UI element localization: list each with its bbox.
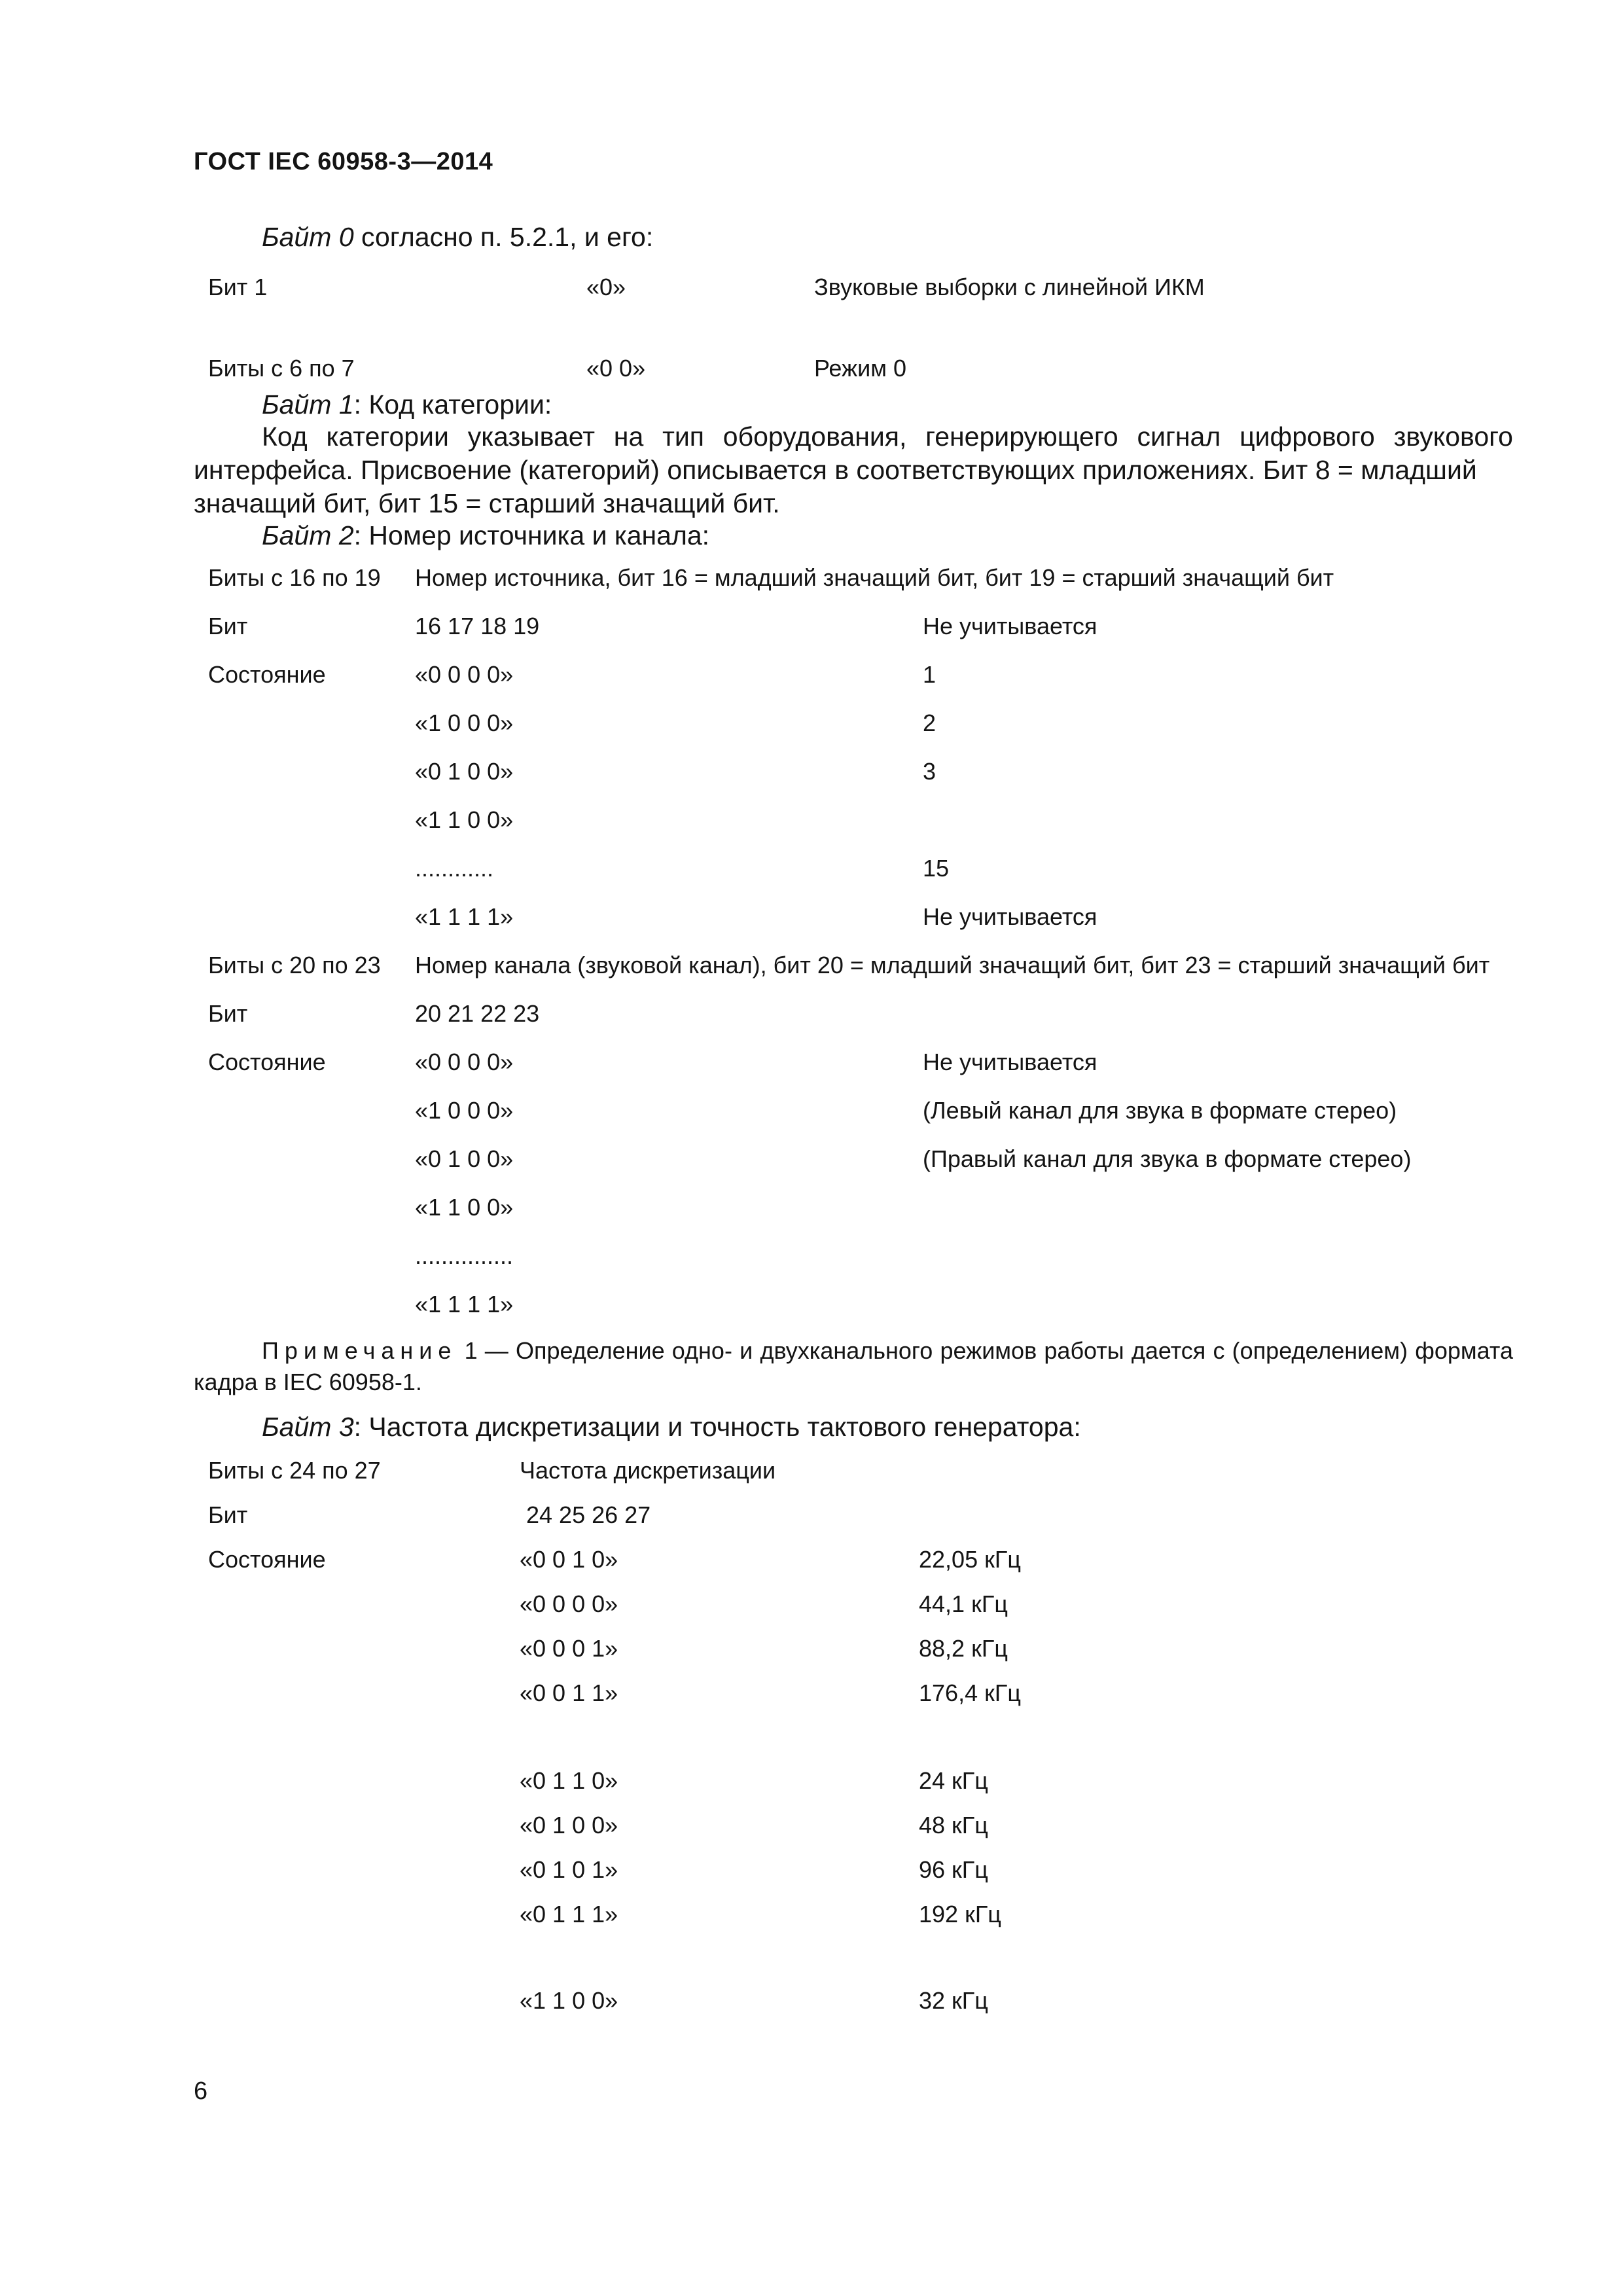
source-state-value: 2 — [923, 709, 936, 736]
byte0-heading-text: согласно п. 5.2.1, и его: — [353, 222, 654, 252]
sampling-state-value: 44,1 кГц — [919, 1590, 1008, 1617]
source-state-code: «1 1 1 1» — [415, 903, 514, 930]
channel-state-code: ............... — [415, 1242, 514, 1269]
byte2-heading — [262, 518, 709, 552]
byte0-row-1-desc: Звуковые выборки с линейной ИКМ — [814, 274, 1205, 300]
sampling-state-code: «0 0 0 1» — [520, 1635, 618, 1662]
source-bit-label: Бит — [208, 613, 248, 639]
byte0-row-1-label: Бит 1 — [208, 274, 268, 300]
source-bits-desc: Номер источника, бит 16 = младший значащий бит, бит 19 = старший значащий бит — [415, 564, 1334, 591]
sampling-state-value: 176,4 кГц — [919, 1679, 1021, 1706]
source-state-value: 1 — [923, 661, 936, 688]
sampling-state-value: 24 кГц — [919, 1767, 988, 1794]
source-state-value: 3 — [923, 758, 936, 785]
sampling-state-value: 22,05 кГц — [919, 1546, 1021, 1573]
source-bit-numbers: 16 17 18 19 — [415, 613, 540, 639]
byte2-heading-text: : Номер источника и канала: — [353, 520, 710, 550]
channel-bits-desc: Номер канала (звуковой канал), бит 20 = младший значащий бит, бит 23 = старший значащий бит — [415, 952, 1490, 978]
byte1-paragraph-last: значащий бит, бит 15 = старший значащий бит. — [194, 488, 780, 518]
byte1-paragraph-main: Код категории указывает на тип оборудования, генерирующего сигнал цифрового звукового интерфейса. Присвоение (категорий) описывается в соответствующих приложениях. Бит 8 = младший — [194, 422, 1513, 485]
channel-bit-numbers: 20 21 22 23 — [415, 1000, 540, 1027]
sampling-state-value: 48 кГц — [919, 1812, 988, 1839]
byte3-label: Байт 3 — [262, 1412, 354, 1442]
channel-bits-label: Биты с 20 по 23 — [208, 952, 381, 978]
sampling-state-value: 192 кГц — [919, 1901, 1001, 1928]
source-state-value: Не учитывается — [923, 903, 1097, 930]
byte0-row-2-desc: Режим 0 — [814, 355, 907, 382]
byte3-heading-text: : Частота дискретизации и точность тактового генератора: — [353, 1412, 1081, 1442]
byte1-label: Байт 1 — [262, 389, 354, 420]
channel-state-code: «0 0 0 0» — [415, 1049, 514, 1075]
source-bit-note: Не учитывается — [923, 613, 1097, 639]
sampling-bit-numbers: 24 25 26 27 — [520, 1501, 651, 1528]
sampling-bits-label: Биты с 24 по 27 — [208, 1457, 381, 1484]
channel-state-code: «1 1 1 1» — [415, 1291, 514, 1318]
source-state-label: Состояние — [208, 661, 326, 688]
byte1-heading — [262, 387, 552, 422]
note-text: 1 — Определение одно- и двухканального режимов работы дается с (определением) формата кадра в IEC 60958-1. — [194, 1337, 1513, 1395]
channel-state-code: «1 1 0 0» — [415, 1194, 514, 1221]
sampling-state-code: «0 0 1 0» — [520, 1546, 618, 1573]
channel-state-value: Не учитывается — [923, 1049, 1097, 1075]
byte0-row-2-code: «0 0» — [586, 355, 646, 382]
channel-state-code: «1 0 0 0» — [415, 1097, 514, 1124]
sampling-state-code: «0 1 1 0» — [520, 1767, 618, 1794]
channel-state-value: (Левый канал для звука в формате стерео) — [923, 1097, 1397, 1124]
byte2-label: Байт 2 — [262, 520, 354, 550]
sampling-state-value: 32 кГц — [919, 1987, 988, 2014]
sampling-state-value: 96 кГц — [919, 1856, 988, 1883]
sampling-state-code: «0 0 1 1» — [520, 1679, 618, 1706]
channel-state-value: (Правый канал для звука в формате стерео) — [923, 1145, 1412, 1172]
byte3-heading — [262, 1410, 1081, 1444]
note-paragraph — [194, 1335, 1513, 1398]
source-state-code: «1 0 0 0» — [415, 709, 514, 736]
byte0-label: Байт 0 — [262, 222, 354, 252]
sampling-state-value: 88,2 кГц — [919, 1635, 1008, 1662]
sampling-state-code: «0 1 0 0» — [520, 1812, 618, 1839]
page-number: 6 — [194, 2077, 208, 2105]
sampling-bit-label: Бит — [208, 1501, 248, 1528]
note-label: Примечание — [262, 1337, 457, 1364]
sampling-state-code: «1 1 0 0» — [520, 1987, 618, 2014]
source-state-code: «0 0 0 0» — [415, 661, 514, 688]
byte0-row-1-code: «0» — [586, 274, 626, 300]
byte1-heading-text: : Код категории: — [353, 389, 552, 420]
sampling-state-code: «0 1 1 1» — [520, 1901, 618, 1928]
sampling-bits-desc: Частота дискретизации — [520, 1457, 776, 1484]
byte1-paragraph — [194, 420, 1513, 520]
source-state-value: 15 — [923, 855, 950, 882]
source-state-code: «1 1 0 0» — [415, 806, 514, 833]
source-state-code: «0 1 0 0» — [415, 758, 514, 785]
sampling-state-label: Состояние — [208, 1546, 326, 1573]
byte0-heading — [262, 220, 653, 254]
document-header: ГОСТ IEC 60958-3—2014 — [194, 148, 493, 175]
sampling-state-code: «0 0 0 0» — [520, 1590, 618, 1617]
byte0-row-2-label: Биты с 6 по 7 — [208, 355, 355, 382]
source-bits-label: Биты с 16 по 19 — [208, 564, 381, 591]
sampling-state-code: «0 1 0 1» — [520, 1856, 618, 1883]
channel-state-label: Состояние — [208, 1049, 326, 1075]
channel-state-code: «0 1 0 0» — [415, 1145, 514, 1172]
channel-bit-label: Бит — [208, 1000, 248, 1027]
source-state-code: ............ — [415, 855, 494, 882]
